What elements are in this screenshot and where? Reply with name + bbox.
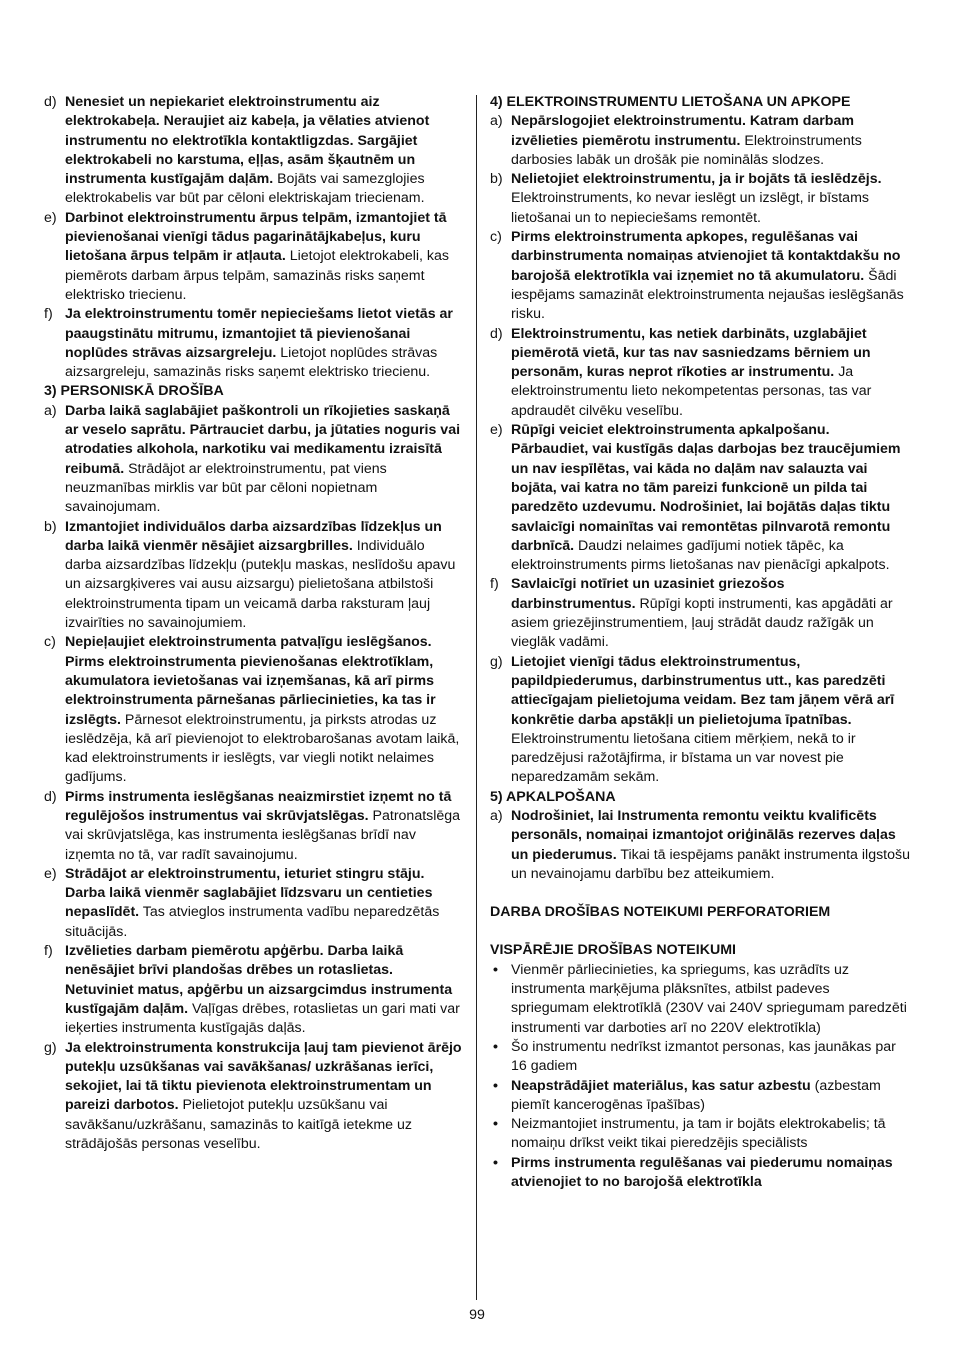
item-bold-text: Lietojiet vienīgi tādus elektroinstrumentus, papildpiederumus, darbinstrumentus utt., kas paredzēti attiecīgajam pielietojuma veidam. Bez tam jāņem vērā arī konkrētie darba apstākļi un pielietojuma īpatnības. — [511, 653, 895, 728]
item-label: b) — [44, 518, 57, 535]
item-text: Elektroinstruments darbosies labāk un drošāk pie nominālās slodzes. — [511, 132, 862, 168]
item-bold-text: Nepieļaujiet elektroinstrumenta patvaļīgu ieslēgšanos. Pirms elektroinstrumenta pievienošanas elektrotīklam, akumulatora ievietošanas vai izņemšanas, kā arī pirms elektroinstrumenta pārnešanas pārliecinieties, ka tas ir izslēgts. — [65, 634, 436, 728]
item-bold-text: Rūpīgi veiciet elektroinstrumenta apkalpošanu. Pārbaudiet, vai kustīgās daļas darbojas bez traucējumiem un nav iespīlētas, vai kāda no daļām nav salauzta vai bojāta, vai katra no tām pareizi funkcionē un pilda tai paredzēto uzdevumu. Nodrošiniet, lai bojātās daļas tiktu savlaicīgi nomainītas vai remontētas pilnvarotā remontu darbnīcā. — [511, 422, 901, 554]
item-label: b) — [490, 171, 503, 188]
item-bold-text: Savlaicīgi notīriet un uzasiniet griezošos darbinstrumentus. — [511, 576, 785, 612]
item-body — [65, 634, 459, 785]
item-text: Tas atvieglos instrumenta vadību neparedzētās situācijās. — [65, 904, 440, 940]
left-column — [44, 93, 464, 1154]
item-body — [65, 866, 439, 940]
item-label: c) — [490, 229, 502, 246]
item-label: a) — [490, 113, 503, 130]
item-body — [511, 229, 904, 322]
item-body — [511, 113, 862, 168]
bullet-marker: • — [493, 961, 498, 978]
item-label: d) — [44, 94, 57, 110]
item-label: g) — [44, 1039, 57, 1056]
bullet-item — [490, 1115, 910, 1154]
item-text: Šādi iespējams samazināt elektroinstrumenta nejaušas ieslēgšanās risku. — [511, 267, 904, 323]
column-divider — [476, 95, 477, 1300]
item-label: c) — [44, 634, 56, 651]
item-bold-text: Pirms elektroinstrumenta apkopes, regulēšanas vai darbinstrumenta nomaiņas atvienojiet tā kontaktdakšu no barojošā elektrotīkla vai izņemiet no tā akumulatoru. — [511, 229, 901, 284]
item-body — [511, 808, 910, 882]
list-item — [490, 575, 910, 652]
item-label: d) — [44, 788, 57, 805]
bullet-item — [490, 961, 910, 1038]
list-item — [490, 170, 910, 228]
item-bold-text: Darba laikā saglabājiet paškontroli un rīkojieties saskaņā ar veselo saprātu. Pārtrauciet darbu, ja jūtaties noguris vai atrodaties alkohola, narkotiku vai medikamentu izraisītā reibumā. — [65, 402, 461, 477]
item-text: Elektroinstruments, ko nevar ieslēgt un izslēgt, ir bīstams lietošanai un to nepieciešams remontēt. — [511, 190, 869, 226]
item-body — [65, 1040, 462, 1152]
section-heading: 3) PERSONISKĀ DROŠĪBA — [44, 383, 224, 400]
item-body — [65, 403, 460, 515]
item-text: Elektroinstrumentu lietošana citiem mērķiem, nekā to ir paredzējusi ražotājfirma, ir bīstama un var novest pie neparedzamām sekām. — [511, 730, 856, 786]
item-bold-text: Pirms instrumenta ieslēgšanas neaizmirstiet izņemt no tā regulējošos instrumentus vai skrūvjatslēgas. — [65, 788, 452, 824]
list-item — [490, 112, 910, 170]
item-text: Lietojot elektrokabeli, kas piemērots darbam ārpus telpām, samazinās risks saņemt elektrisko triecienu. — [65, 248, 450, 303]
item-text: Daudzi nelaimes gadījumi notiek tāpēc, ka elektroinstruments pirms lietošanas nav pienācīgi apkalpots. — [511, 537, 890, 574]
bullet-item — [490, 1154, 910, 1193]
item-text: Strādājot ar elektroinstrumentu, pat viens neuzmanības mirklis var būt par cēloni nopietnam savainojumam. — [65, 460, 387, 516]
item-body — [511, 1116, 886, 1151]
item-text: Bojāts vai samezglojies elektrokabelis var būt par cēloni elektriskajam triecienam. — [65, 171, 425, 207]
item-body — [65, 943, 460, 1036]
item-body — [511, 1078, 881, 1113]
list-item — [44, 1039, 464, 1155]
item-label: e) — [490, 422, 503, 439]
list-item — [44, 93, 464, 209]
item-body — [65, 94, 429, 206]
item-body — [511, 171, 882, 226]
page-number: 99 — [469, 1307, 485, 1323]
item-bold-text: Nodrošiniet, lai Instrumenta remontu veiktu kvalificēts personāls, nomaiņai izmantojot oriģinālās rezerves daļas un piederumus. — [511, 807, 896, 863]
item-label: d) — [490, 325, 503, 342]
item-text: Individuālo darba aizsardzības līdzekļu (putekļu maskas, neslīdošu apavu un aizsargķiveres vai ausu aizsargu) pielietošana atbilstoši elektroinstrumenta tipam un veicamā darba raksturam ļauj izvairīties no savainojumiem. — [65, 537, 456, 632]
item-label: e) — [44, 865, 57, 882]
list-item — [490, 228, 910, 324]
item-text: (azbestam piemīt kancerogēnas īpašības) — [511, 1077, 881, 1113]
item-text: Pārnesot elektroinstrumentu, ja pirksts atrodas uz ieslēdzēja, kā arī pievienojot to elektrobarošanas avotam laikā, kad elektroinstruments ir ieslēgts, var viegli notikt nelaimes gadījums. — [65, 711, 460, 786]
item-bold-text: Ja elektroinstrumentu tomēr nepieciešams lietot vietās ar paaugstinātu mitrumu, izmantojiet tā pievienošanai noplūdes strāvas aizsargreleju. — [65, 306, 453, 361]
item-body — [65, 306, 453, 380]
item-bold-text: Ja elektroinstrumenta konstrukcija ļauj tam pievienot ārējo putekļu uzsūkšanas vai savākšanas/ uzkrāšanas ierīci, sekojiet, lai tā tiktu pievienota elektroinstrumentam un pareizi darbotos. — [65, 1039, 462, 1114]
section-heading: 4) ELEKTROINSTRUMENTU LIETOŠANA UN APKOPE — [490, 94, 851, 110]
list-item — [44, 633, 464, 787]
item-body — [511, 326, 871, 419]
item-bold-text: Neapstrādājiet materiālus, kas satur azbestu — [511, 1077, 811, 1094]
item-text: Lietojot noplūdes strāvas aizsargreleju, samazinās risks saņemt elektrisko triecienu. — [65, 344, 438, 381]
item-text: Rūpīgi kopti instrumenti, kas apgādāti ar asiem griezējinstrumentiem, ļauj strādāt daudz ražīgāk un vieglāk vadāmi. — [511, 595, 893, 651]
item-label: g) — [490, 653, 503, 670]
item-body — [65, 519, 455, 631]
right-column — [490, 93, 910, 1192]
list-item — [490, 325, 910, 421]
list-item — [44, 942, 464, 1038]
list-item — [44, 788, 464, 865]
item-label: a) — [490, 807, 503, 824]
list-item — [490, 807, 910, 884]
item-body — [65, 789, 460, 863]
item-bold-text: Nenesiet un nepiekariet elektroinstrumentu aiz elektrokabeļa. Neraujiet aiz kabeļa, ja vēlaties atvienot instrumentu no elektrotīkla kontaktligzdas. Sargājiet elektrokabeli no karstuma, eļļas, asām šķautnēm un instrumenta kustīgajām daļām. — [65, 94, 430, 188]
item-body — [511, 1155, 893, 1190]
list-item — [44, 402, 464, 518]
item-bold-text: Darbinot elektroinstrumentu ārpus telpām, izmantojiet tā pievienošanai vienīgi tādus pagarinātājkabeļus, kuru lietošana ārpus telpām ir atļauta. — [65, 209, 447, 265]
item-text: Ja elektroinstrumentu lieto nekompetentas personas, tas var apdraudēt cilvēku veselību. — [511, 364, 872, 419]
item-body — [511, 576, 893, 650]
item-text: Neizmantojiet instrumentu, ja tam ir bojāts elektrokabelis; tā nomaiņu drīkst veikt tikai pieredzējis speciālists — [511, 1116, 886, 1152]
item-bold-text: Izvēlieties darbam piemērotu apģērbu. Darba laikā nenēsājiet brīvi plandošas drēbes un rotaslietas. Netuviniet matus, apģērbu un aizsargcimdus instrumenta kustīgajām daļām. — [65, 943, 453, 1017]
item-body — [511, 962, 907, 1036]
list-item — [44, 518, 464, 634]
section-heading: DARBA DROŠĪBAS NOTEIKUMI PERFORATORIEM — [490, 904, 831, 921]
item-body — [511, 654, 894, 786]
item-label: e) — [44, 209, 57, 226]
item-text: Vaļīgas drēbes, rotaslietas un gari mati var ieķerties instrumenta kustīgajās daļās. — [65, 1000, 460, 1037]
section-heading: VISPĀRĒJIE DROŠĪBAS NOTEIKUMI — [490, 942, 736, 959]
list-item — [490, 421, 910, 575]
bullet-marker: • — [493, 1154, 498, 1171]
item-body — [511, 422, 901, 573]
item-text: Šo instrumentu nedrīkst izmantot personas, kas jaunākas par 16 gadiem — [511, 1038, 896, 1075]
item-label: a) — [44, 402, 57, 419]
item-label: f) — [490, 576, 499, 593]
item-bold-text: Strādājot ar elektroinstrumentu, ieturiet stingru stāju. Darba laikā vienmēr saglabājiet līdzsvaru un centieties nepaslīdēt. — [65, 865, 433, 921]
section-heading: 5) APKALPOŠANA — [490, 788, 616, 805]
item-body — [65, 210, 449, 303]
bullet-item — [490, 1077, 910, 1116]
item-text: Pielietojot putekļu uzsūkšanu vai savākšanu/uzkrāšanu, samazinās to kaitīgā ietekme uz strādājošās personas veselību. — [65, 1097, 412, 1153]
bullet-marker: • — [493, 1038, 498, 1055]
item-label: f) — [44, 943, 53, 960]
item-body — [511, 1039, 896, 1074]
list-item — [44, 305, 464, 382]
item-bold-text: Nepārslogojiet elektroinstrumentu. Katram darbam izvēlieties piemērotu instrumentu. — [511, 113, 854, 149]
list-item — [44, 865, 464, 942]
bullet-item — [490, 1038, 910, 1077]
item-text: Vienmēr pārliecinieties, ka spriegums, kas uzrādīts uz instrumenta marķējuma plāksnītes, atbilst padeves spriegumam elektrotīklā (230V vai 240V spriegumam paredzēti instrumenti var darboties arī no 220V elektrotīkla) — [511, 961, 907, 1036]
item-bold-text: Nelietojiet elektroinstrumentu, ja ir bojāts tā ieslēdzējs. — [511, 171, 882, 188]
item-text: Tikai tā iespējams panākt instrumenta ilgstošu un nevainojamu darbību bez atteikumiem. — [511, 846, 910, 882]
list-item — [490, 653, 910, 788]
item-label: f) — [44, 306, 53, 323]
item-bold-text: Pirms instrumenta regulēšanas vai piederumu nomaiņas atvienojiet to no barojošā elektrotīkla — [511, 1154, 893, 1191]
list-item — [44, 209, 464, 305]
item-bold-text: Izmantojiet individuālos darba aizsardzības līdzekļus un darba laikā vienmēr nēsājiet aizsargbrilles. — [65, 518, 442, 554]
bullet-marker: • — [493, 1116, 498, 1133]
item-text: Patronatslēga vai skrūvjatslēga, kas instrumenta ieslēgšanas brīdī nav izņemta no tā, var radīt savainojumu. — [65, 807, 461, 863]
bullet-marker: • — [493, 1077, 498, 1094]
item-bold-text: Elektroinstrumentu, kas netiek darbināts, uzglabājiet piemērotā vietā, kur tas nav sasniedzams bērniem un personām, kuras neprot rīkoties ar instrumentu. — [511, 325, 871, 381]
